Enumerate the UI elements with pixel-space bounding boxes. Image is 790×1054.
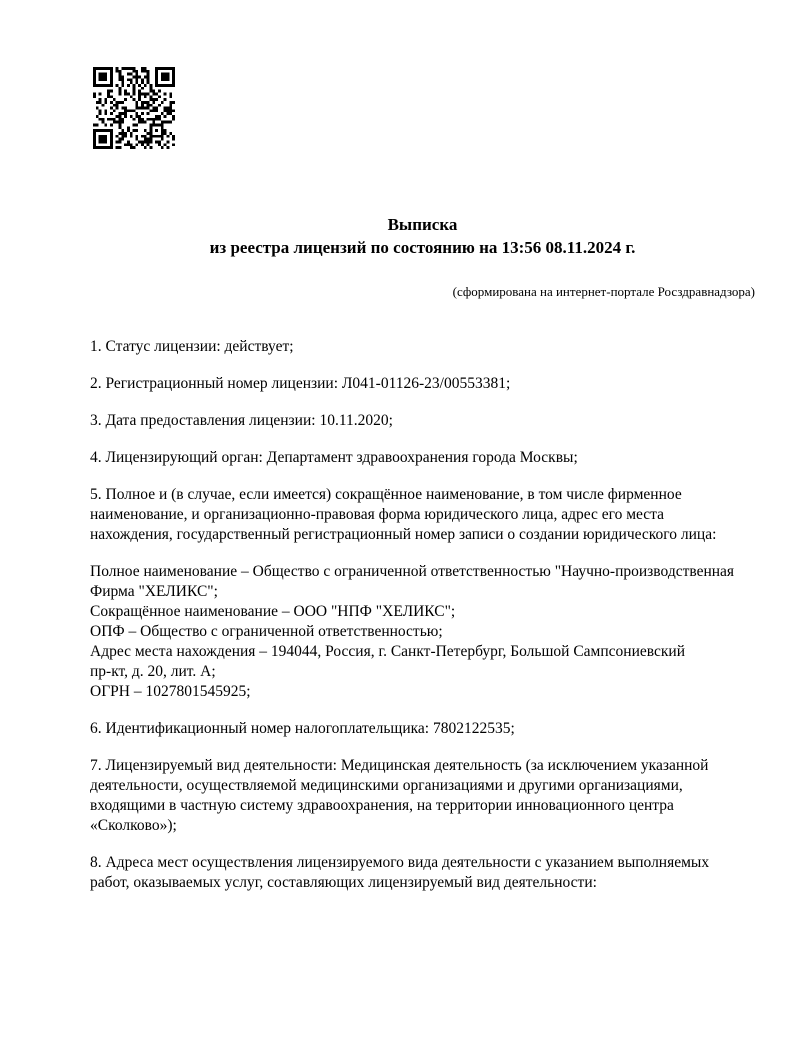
paragraph-license-grant-date <box>90 411 755 431</box>
text-line: входящими в частную систему здравоохранения, на территории инновационного центра <box>90 797 674 814</box>
text-line: наименование, и организационно-правовая форма юридического лица, адрес его места <box>90 506 665 523</box>
paragraph-taxpayer-id <box>90 719 755 739</box>
paragraph-licensed-activity <box>90 756 755 836</box>
text-line: 3. Дата предоставления лицензии: 10.11.2020; <box>90 412 393 429</box>
document-subtitle: (сформирована на интернет-портале Росздравнадзора) <box>452 284 755 299</box>
paragraph-organization-details <box>90 562 755 702</box>
qr-code <box>93 67 175 149</box>
text-line: работ, оказываемых услуг, составляющих лицензируемый вид деятельности: <box>90 874 597 891</box>
paragraph-license-status <box>90 337 755 357</box>
paragraph-licensing-authority <box>90 448 755 468</box>
text-line: ОГРН – 1027801545925; <box>90 683 251 700</box>
text-line: ОПФ – Общество с ограниченной ответственностью; <box>90 623 443 640</box>
text-line: 7. Лицензируемый вид деятельности: Медицинская деятельность (за исключением указанной <box>90 757 709 774</box>
text-line: 1. Статус лицензии: действует; <box>90 338 294 355</box>
text-line: Полное наименование – Общество с ограниченной ответственностью "Научно-производственная <box>90 563 735 580</box>
text-line: 8. Адреса мест осуществления лицензируемого вида деятельности с указанием выполняемых <box>90 854 710 871</box>
text-line: 6. Идентификационный номер налогоплательщика: 7802122535; <box>90 720 515 737</box>
document-body <box>90 337 755 893</box>
document-title <box>90 213 755 259</box>
text-line: деятельности, осуществляемой медицинскими организациями и другими организациями, <box>90 777 683 794</box>
text-line: пр-кт, д. 20, лит. А; <box>90 663 216 680</box>
document-title-line1: Выписка <box>387 215 458 234</box>
text-line: Фирма "ХЕЛИКС"; <box>90 583 218 600</box>
paragraph-license-registration-number <box>90 374 755 394</box>
text-line: «Сколково»); <box>90 817 177 834</box>
text-line: Адрес места нахождения – 194044, Россия, г. Санкт-Петербург, Большой Сампсониевский <box>90 643 685 660</box>
text-line: 2. Регистрационный номер лицензии: Л041-01126-23/00553381; <box>90 375 511 392</box>
text-line: 4. Лицензирующий орган: Департамент здравоохранения города Москвы; <box>90 449 578 466</box>
text-line: Сокращённое наименование – ООО "НПФ "ХЕЛИКС"; <box>90 603 456 620</box>
text-line: нахождения, государственный регистрационный номер записи о создании юридического лица: <box>90 526 717 543</box>
text-line: 5. Полное и (в случае, если имеется) сокращённое наименование, в том числе фирменное <box>90 486 682 503</box>
paragraph-organization-info-heading <box>90 485 755 545</box>
document-content <box>90 213 755 910</box>
document-title-line2: из реестра лицензий по состоянию на 13:56 08.11.2024 г. <box>209 238 636 257</box>
paragraph-activity-addresses-heading <box>90 853 755 893</box>
